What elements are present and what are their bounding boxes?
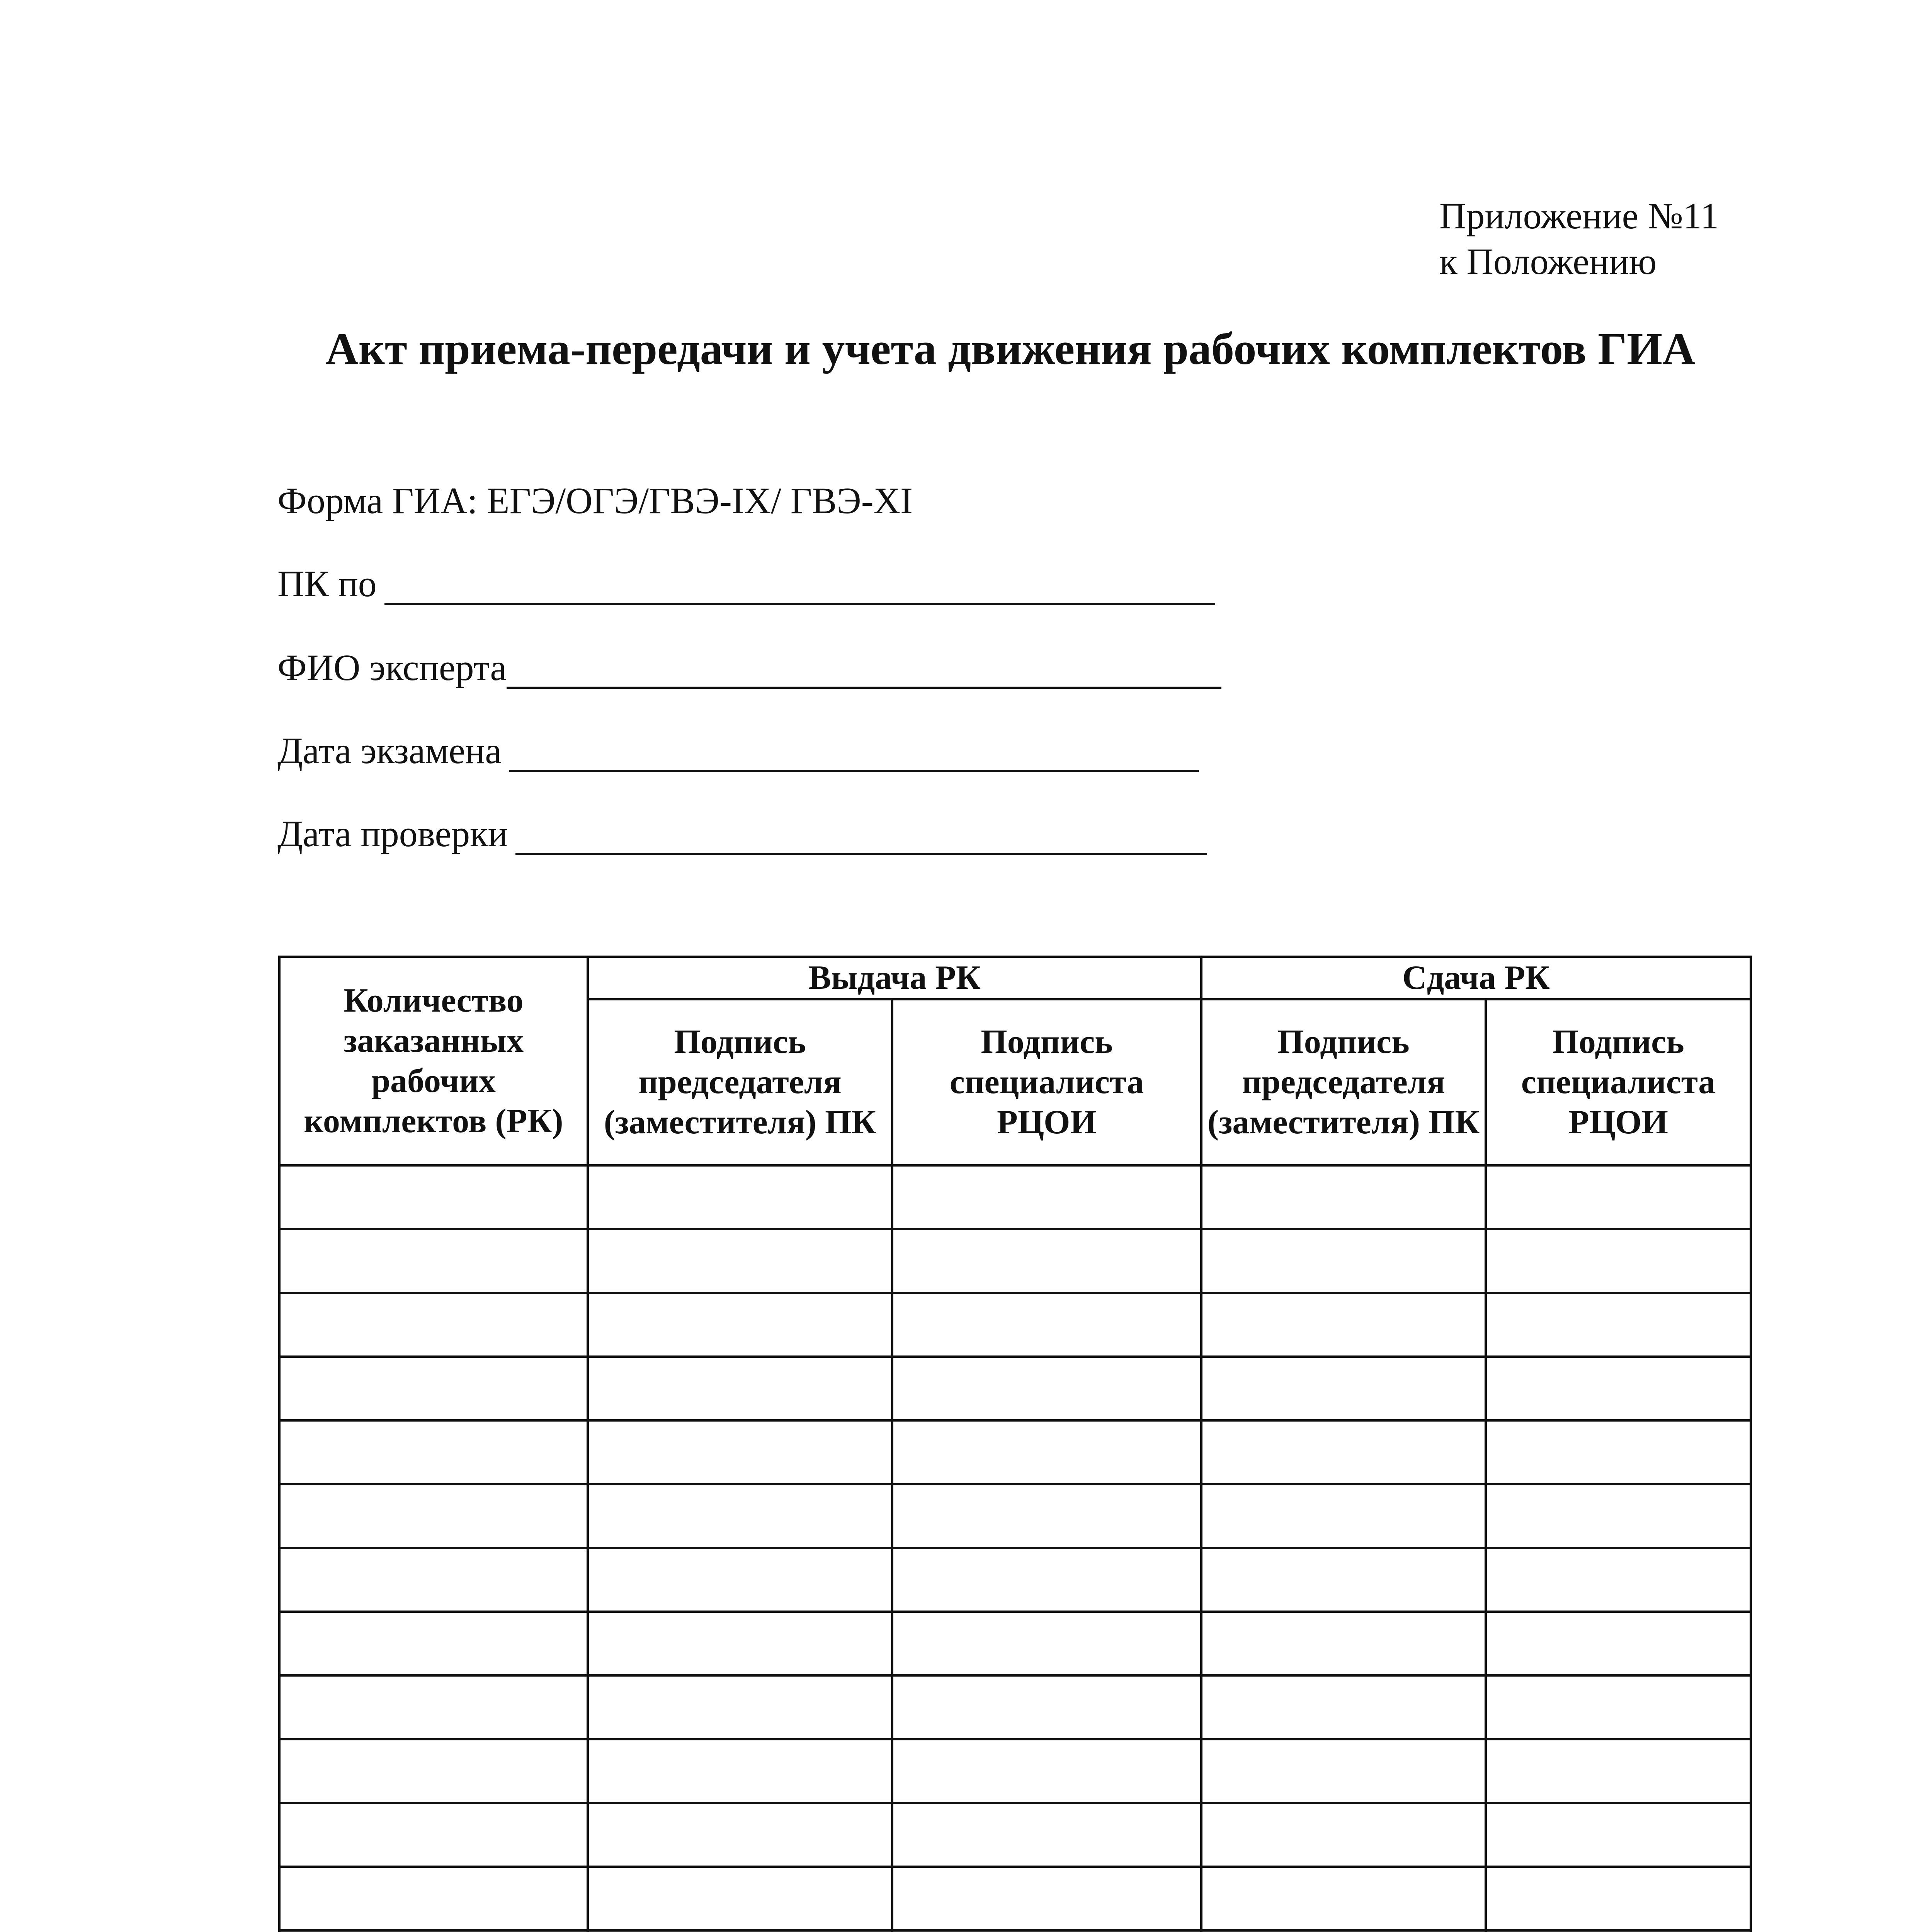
document-title: Акт приема-передачи и учета движения рабочих комплектов ГИА xyxy=(325,323,1696,374)
table-cell[interactable] xyxy=(588,1293,892,1357)
table-cell[interactable] xyxy=(892,1675,1201,1739)
table-row xyxy=(279,1165,1751,1229)
form-label: Форма ГИА: ЕГЭ/ОГЭ/ГВЭ-IX/ ГВЭ-XI xyxy=(277,480,913,521)
table-cell[interactable] xyxy=(892,1420,1201,1484)
table-cell[interactable] xyxy=(588,1612,892,1675)
sub-specialist-issue-header: Подпись специалиста РЦОИ xyxy=(892,999,1201,1165)
table-cell[interactable] xyxy=(892,1357,1201,1420)
table-cell[interactable] xyxy=(588,1930,892,1932)
table-cell[interactable] xyxy=(1486,1803,1751,1867)
table-cell[interactable] xyxy=(892,1293,1201,1357)
exam-date-field xyxy=(277,729,1199,772)
table-cell[interactable] xyxy=(1486,1612,1751,1675)
annex-reference xyxy=(1439,193,1719,284)
table-cell[interactable] xyxy=(1486,1357,1751,1420)
table-cell[interactable] xyxy=(279,1930,588,1932)
table-cell[interactable] xyxy=(588,1548,892,1612)
table-cell[interactable] xyxy=(588,1739,892,1803)
table-row xyxy=(279,1548,1751,1612)
table-cell[interactable] xyxy=(1201,1739,1486,1803)
table-cell[interactable] xyxy=(892,1612,1201,1675)
table-row xyxy=(279,1420,1751,1484)
table-cell[interactable] xyxy=(588,1867,892,1930)
kits-table xyxy=(278,956,1752,1932)
table-cell[interactable] xyxy=(588,1675,892,1739)
table-row xyxy=(279,1867,1751,1930)
table-cell[interactable] xyxy=(279,1229,588,1293)
sub-chair-return-header: Подпись председателя (заместителя) ПК xyxy=(1201,999,1486,1165)
table-cell[interactable] xyxy=(279,1484,588,1548)
table-cell[interactable] xyxy=(892,1165,1201,1229)
table-cell[interactable] xyxy=(279,1293,588,1357)
table-cell[interactable] xyxy=(279,1612,588,1675)
table-cell[interactable] xyxy=(588,1229,892,1293)
table-row xyxy=(279,1675,1751,1739)
table-cell[interactable] xyxy=(892,1739,1201,1803)
table-cell[interactable] xyxy=(1486,1548,1751,1612)
table-cell[interactable] xyxy=(1201,1229,1486,1293)
table-cell[interactable] xyxy=(279,1803,588,1867)
table-row xyxy=(279,1484,1751,1548)
check-date-input-line[interactable] xyxy=(515,823,1207,855)
table-cell[interactable] xyxy=(1201,1420,1486,1484)
table-cell[interactable] xyxy=(1486,1165,1751,1229)
table-cell[interactable] xyxy=(1486,1229,1751,1293)
table-cell[interactable] xyxy=(1201,1803,1486,1867)
form-field xyxy=(277,479,913,522)
expert-label: ФИО эксперта xyxy=(277,647,507,688)
expert-field xyxy=(277,646,1221,689)
table-cell[interactable] xyxy=(1201,1548,1486,1612)
sub-chair-issue-header: Подпись председателя (заместителя) ПК xyxy=(588,999,892,1165)
annex-regulation: к Положению xyxy=(1439,241,1657,282)
group-return-header: Сдача РК xyxy=(1201,957,1751,999)
table-cell[interactable] xyxy=(279,1165,588,1229)
table-row xyxy=(279,1229,1751,1293)
table-cell[interactable] xyxy=(1486,1675,1751,1739)
table-cell[interactable] xyxy=(1201,1357,1486,1420)
table-cell[interactable] xyxy=(1201,1675,1486,1739)
table-cell[interactable] xyxy=(1486,1293,1751,1357)
expert-input-line[interactable] xyxy=(507,656,1221,689)
table-cell[interactable] xyxy=(1201,1293,1486,1357)
table-cell[interactable] xyxy=(588,1357,892,1420)
table-cell[interactable] xyxy=(279,1548,588,1612)
table-cell[interactable] xyxy=(892,1803,1201,1867)
table-cell[interactable] xyxy=(1486,1420,1751,1484)
pk-input-line[interactable] xyxy=(384,573,1215,605)
table-cell[interactable] xyxy=(279,1357,588,1420)
table-cell[interactable] xyxy=(1201,1612,1486,1675)
col-quantity-header: Количество заказанных рабочих комплектов (РК) xyxy=(279,957,588,1165)
group-issue-header: Выдача РК xyxy=(588,957,1201,999)
table-cell[interactable] xyxy=(279,1420,588,1484)
table-row xyxy=(279,1803,1751,1867)
table-cell[interactable] xyxy=(588,1484,892,1548)
table-cell[interactable] xyxy=(892,1229,1201,1293)
check-date-label: Дата проверки xyxy=(277,813,508,854)
table-body xyxy=(279,1165,1751,1932)
table-cell[interactable] xyxy=(1201,1867,1486,1930)
table-cell[interactable] xyxy=(1201,1930,1486,1932)
table-cell[interactable] xyxy=(892,1867,1201,1930)
table-cell[interactable] xyxy=(1201,1484,1486,1548)
table-row xyxy=(279,1739,1751,1803)
table-cell[interactable] xyxy=(588,1420,892,1484)
pk-field xyxy=(277,562,1215,605)
table-cell[interactable] xyxy=(1486,1484,1751,1548)
table-cell[interactable] xyxy=(1486,1930,1751,1932)
table-cell[interactable] xyxy=(1486,1867,1751,1930)
table-row xyxy=(279,1293,1751,1357)
exam-date-input-line[interactable] xyxy=(509,740,1199,772)
exam-date-label: Дата экзамена xyxy=(277,730,502,771)
table-cell[interactable] xyxy=(892,1930,1201,1932)
table-header-row xyxy=(279,957,1751,999)
table-row xyxy=(279,1930,1751,1932)
table-cell[interactable] xyxy=(1486,1739,1751,1803)
sub-specialist-return-header: Подпись специалиста РЦОИ xyxy=(1486,999,1751,1165)
table-cell[interactable] xyxy=(279,1739,588,1803)
annex-number: Приложение №11 xyxy=(1439,195,1719,236)
table-cell[interactable] xyxy=(279,1675,588,1739)
table-cell[interactable] xyxy=(279,1867,588,1930)
check-date-field xyxy=(277,812,1207,855)
table-row xyxy=(279,1612,1751,1675)
table-row xyxy=(279,1357,1751,1420)
table-cell[interactable] xyxy=(1201,1165,1486,1229)
table-cell[interactable] xyxy=(892,1484,1201,1548)
table-cell[interactable] xyxy=(892,1548,1201,1612)
pk-label: ПК по xyxy=(277,563,377,604)
table-cell[interactable] xyxy=(588,1803,892,1867)
table-cell[interactable] xyxy=(588,1165,892,1229)
